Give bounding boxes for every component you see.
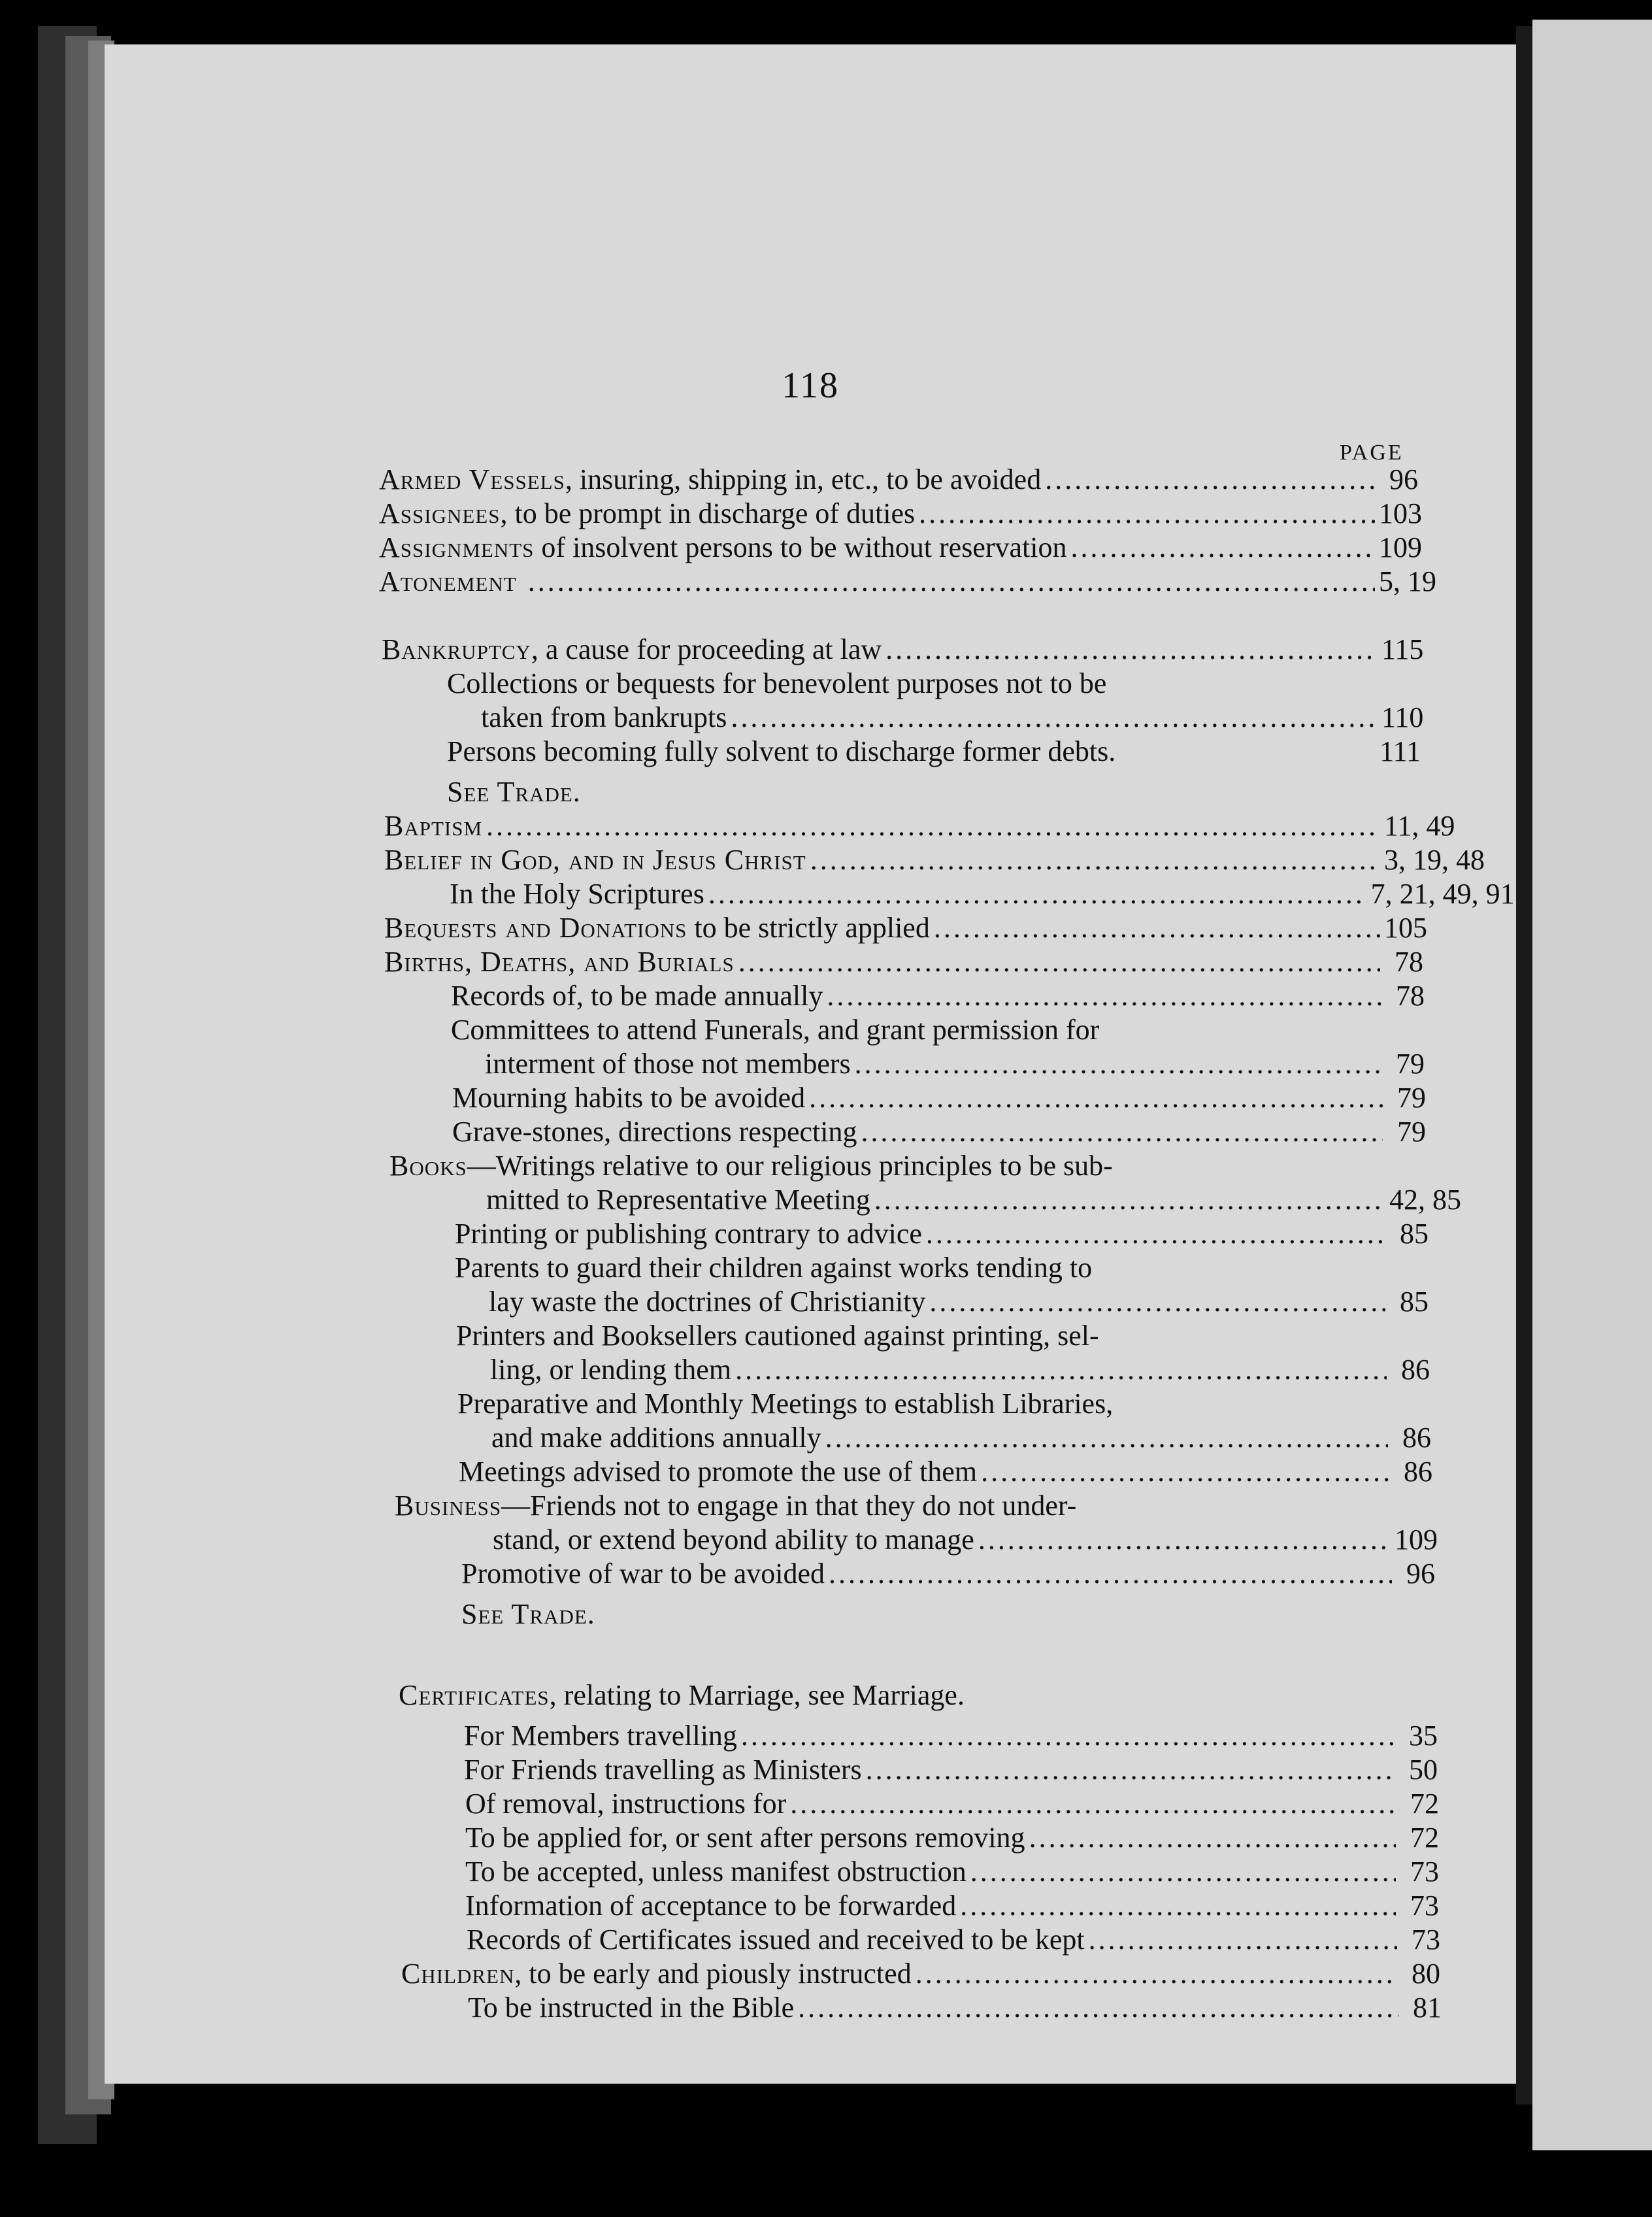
index-entry: Bequests and Donations to be strictly applied ..... 105 — [384, 911, 1423, 945]
index-entry: Preparative and Monthly Meetings to establish Libraries, — [457, 1388, 1114, 1420]
index-entry: For Friends travelling as Ministers ..... 50 — [464, 1753, 1438, 1787]
index-page — [105, 44, 1516, 2084]
index-entry: In the Holy Scriptures ..... 7, 21, 49, 91 — [450, 877, 1423, 911]
index-entry: To be instructed in the Bible ..... 81 — [468, 1991, 1442, 2025]
index-entry: Assignees, to be prompt in discharge of duties ..... 103 — [379, 497, 1418, 531]
index-entry: Records of Certificates issued and received to be kept ..... 73 — [467, 1923, 1440, 1957]
index-entry: Promotive of war to be avoided ..... 96 — [461, 1557, 1435, 1591]
index-entry: See Trade. — [447, 776, 581, 808]
index-entry: Collections or bequests for benevolent purposes not to be — [447, 667, 1107, 699]
index-entry: Children, to be early and piously instructed ..... 80 — [401, 1957, 1440, 1991]
index-entry: Assignments of insolvent persons to be without reservation ..... 109 — [379, 531, 1418, 565]
index-entry: Printers and Booksellers cautioned against printing, sel- — [456, 1320, 1099, 1352]
index-entry: Births, Deaths, and Burials ..... 78 — [384, 945, 1423, 979]
index-entry: Printing or publishing contrary to advice ..... 85 — [455, 1217, 1429, 1251]
index-entry: To be applied for, or sent after persons removing ..... 72 — [465, 1821, 1439, 1855]
page-number: 118 — [782, 365, 839, 406]
index-entry: and make additions annually ..... 86 — [491, 1421, 1431, 1455]
index-entry: taken from bankrupts ..... 110 — [481, 701, 1421, 735]
index-entry: Persons becoming fully solvent to discharge former debts. 111 — [447, 735, 1421, 767]
index-entry: Bankruptcy, a cause for proceeding at law ..... 115 — [382, 633, 1421, 667]
index-entry: Armed Vessels, insuring, shipping in, etc., to be avoided ..... 96 — [379, 463, 1418, 497]
index-entry: See Trade. — [461, 1598, 595, 1630]
index-entry: mitted to Representative Meeting ..... 42, 85 — [486, 1183, 1429, 1217]
index-entry: stand, or extend beyond ability to manage ..... 109 — [493, 1523, 1434, 1557]
index-entry: Atonement ..... 5, 19 — [379, 565, 1418, 599]
index-entry: Records of, to be made annually ..... 78 — [451, 979, 1425, 1013]
index-entry: Of removal, instructions for ..... 72 — [465, 1787, 1439, 1821]
index-entries — [105, 44, 1516, 2084]
index-entry: To be accepted, unless manifest obstruction ..... 73 — [465, 1855, 1439, 1889]
index-entry: Certificates, relating to Marriage, see Marriage. — [399, 1679, 965, 1711]
index-entry: Parents to guard their children against works tending to — [455, 1252, 1093, 1284]
page-column-header: PAGE — [1340, 441, 1404, 465]
index-entry: Information of acceptance to be forwarded ..... 73 — [465, 1889, 1439, 1923]
facing-page — [1532, 20, 1652, 2150]
index-entry: Business—Friends not to engage in that they do not under- — [395, 1490, 1077, 1522]
index-entry: Meetings advised to promote the use of them ..... 86 — [459, 1455, 1432, 1489]
index-entry: lay waste the doctrines of Christianity ..... 85 — [489, 1285, 1429, 1319]
index-entry: Belief in God, and in Jesus Christ ..... 3, 19, 48 — [384, 843, 1423, 877]
index-entry: Grave-stones, directions respecting ..... 79 — [452, 1115, 1426, 1149]
index-entry: For Members travelling ..... 35 — [464, 1719, 1438, 1753]
index-entry: Mourning habits to be avoided ..... 79 — [452, 1081, 1426, 1115]
index-entry: interment of those not members ..... 79 — [485, 1047, 1425, 1081]
index-entry: Committees to attend Funerals, and grant permission for — [451, 1014, 1100, 1046]
index-entry: Books—Writings relative to our religious principles to be sub- — [389, 1150, 1113, 1182]
index-entry: Baptism ..... 11, 49 — [384, 809, 1423, 843]
index-entry: ling, or lending them ..... 86 — [490, 1353, 1430, 1387]
